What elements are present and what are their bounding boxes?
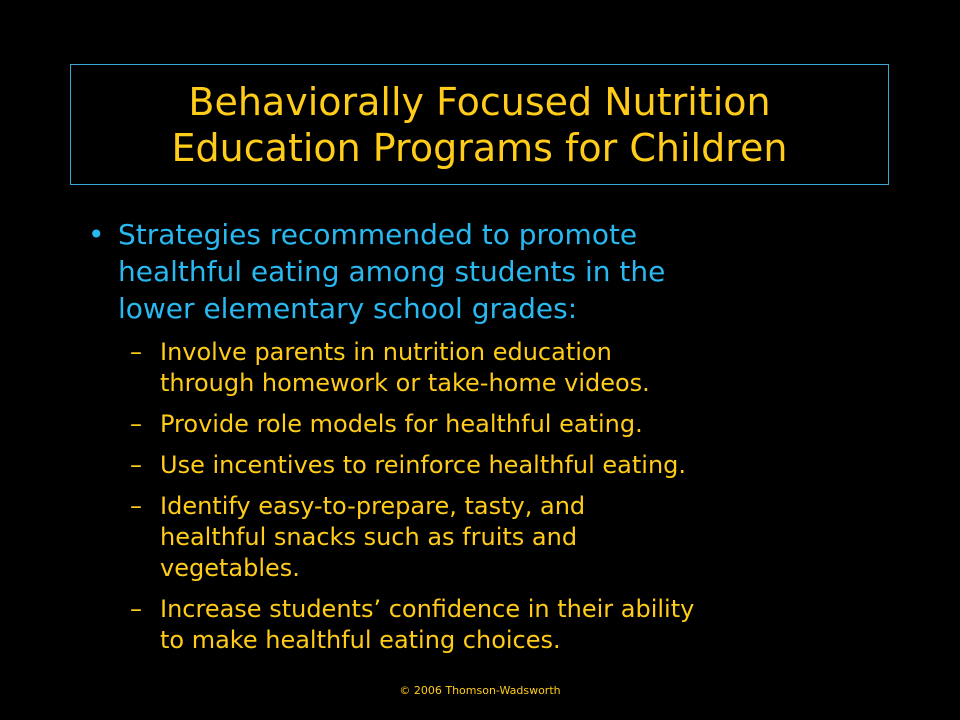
main-bullet-line: lower elementary school grades:: [118, 292, 578, 325]
sub-bullet-line: vegetables.: [160, 554, 300, 582]
slide-title-line-2: Education Programs for Children: [171, 125, 788, 170]
sub-bullet-line: Identify easy-to-prepare, tasty, and: [160, 492, 586, 520]
main-bullet: [88, 216, 888, 327]
slide-title-line-1: Behaviorally Focused Nutrition: [188, 79, 771, 124]
sub-bullet-line: Provide role models for healthful eating.: [160, 410, 643, 438]
sub-bullet-item: [130, 450, 888, 481]
dash-icon: –: [130, 410, 142, 438]
slide-title-box: [70, 64, 889, 185]
sub-bullet-text: [160, 491, 585, 584]
sub-bullet-line: Increase students’ confidence in their ability: [160, 595, 695, 623]
sub-bullet-line: Use incentives to reinforce healthful eating.: [160, 451, 687, 479]
sub-bullet-text: [160, 337, 650, 399]
dash-icon: –: [130, 451, 142, 479]
main-bullet-line: healthful eating among students in the: [118, 255, 666, 288]
sub-bullet-text: [160, 594, 694, 656]
sub-bullet-item: [130, 409, 888, 440]
main-bullet-text: [118, 216, 665, 327]
main-bullet-line: Strategies recommended to promote: [118, 218, 638, 251]
sub-bullet-item: [130, 337, 888, 399]
sub-bullet-item: [130, 491, 888, 584]
sub-bullet-line: through homework or take-home videos.: [160, 369, 650, 397]
sub-bullet-item: [130, 594, 888, 656]
sub-bullet-list: [88, 337, 888, 656]
bullet-dot-icon: •: [88, 218, 105, 251]
sub-bullet-text: [160, 450, 686, 481]
dash-icon: –: [130, 595, 142, 623]
dash-icon: –: [130, 338, 142, 366]
slide-content: [88, 216, 888, 666]
sub-bullet-line: healthful snacks such as fruits and: [160, 523, 578, 551]
sub-bullet-text: [160, 409, 643, 440]
copyright-footer: © 2006 Thomson-Wadsworth: [399, 684, 561, 697]
sub-bullet-line: to make healthful eating choices.: [160, 626, 561, 654]
dash-icon: –: [130, 492, 142, 520]
sub-bullet-line: Involve parents in nutrition education: [160, 338, 612, 366]
